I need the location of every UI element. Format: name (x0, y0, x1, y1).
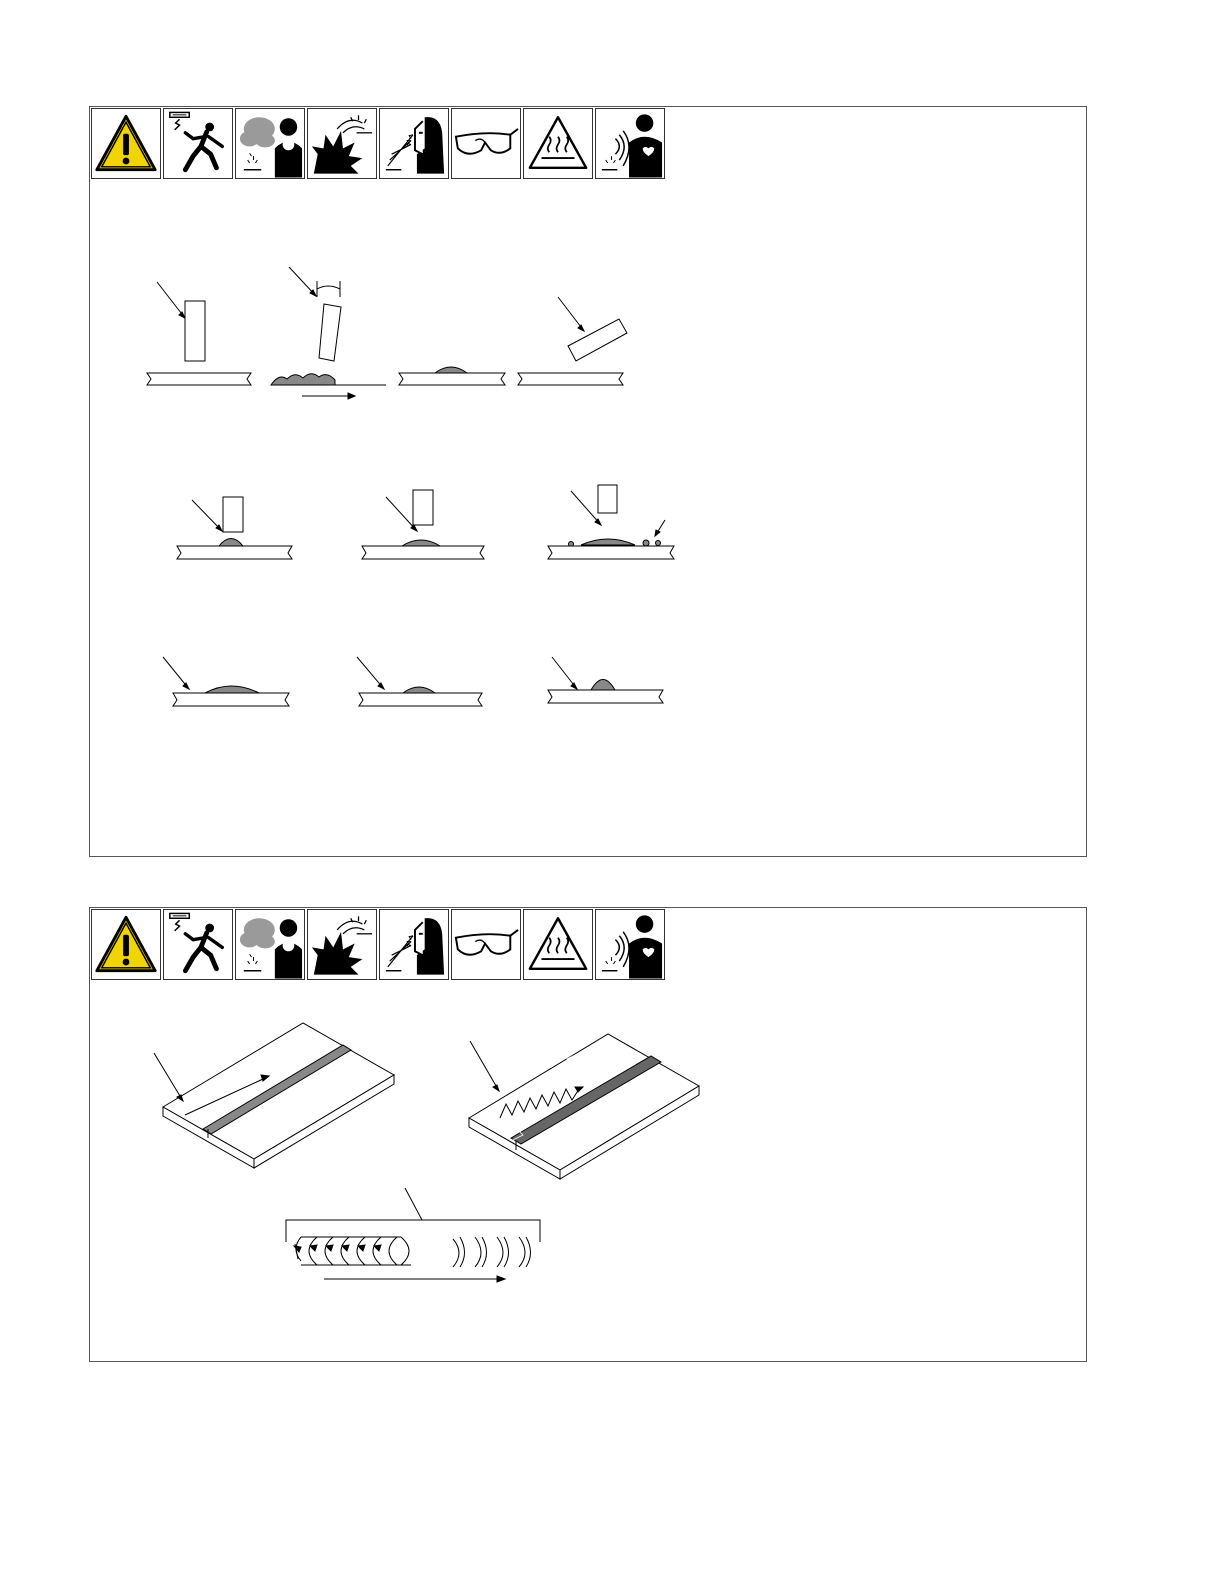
arc-length-diagram-3 (548, 485, 674, 559)
weave-motion-diagram (286, 1188, 540, 1282)
weld-bead-diagrams (90, 107, 1086, 856)
weld-bead-section-panel (89, 106, 1087, 857)
electrode-angle-diagram-2 (271, 267, 386, 399)
arc-length-diagram-2 (362, 490, 484, 559)
weave-patterns-section-panel (89, 907, 1087, 1362)
travel-speed-diagram-2 (357, 657, 482, 706)
electrode-angle-diagram-1 (147, 282, 251, 385)
weld-bead-diagram-3 (399, 367, 505, 385)
weave-bead-plate (469, 1034, 699, 1179)
weave-pattern-diagrams (90, 908, 1086, 1361)
stringer-bead-plate (154, 1023, 394, 1168)
electrode-drag-diagram-4 (518, 297, 627, 385)
travel-speed-diagram-3 (548, 657, 663, 703)
arc-length-diagram-1 (177, 497, 292, 559)
travel-speed-diagram-1 (163, 657, 289, 706)
